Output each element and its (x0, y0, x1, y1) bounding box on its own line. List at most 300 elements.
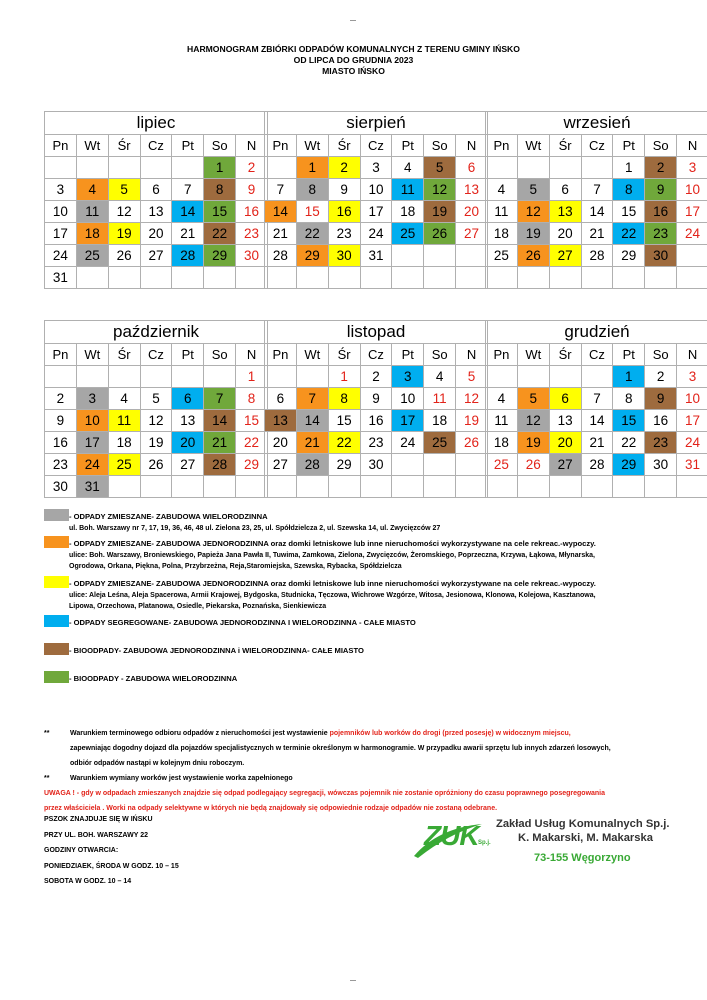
week-row (45, 201, 268, 223)
day-cell: 31 (677, 454, 707, 476)
day-cell: 4 (424, 366, 456, 388)
day-cell: 10 (677, 179, 707, 201)
day-cell: 3 (76, 388, 108, 410)
empty-day-cell (204, 267, 236, 289)
weekday-label: Cz (581, 344, 613, 366)
empty-day-cell (645, 267, 677, 289)
week-row (45, 454, 268, 476)
month-calendar (44, 111, 268, 289)
day-cell: 22 (613, 223, 645, 245)
day-cell: 29 (236, 454, 268, 476)
weekday-label: Pn (45, 135, 77, 157)
warning-line-2: przez właściciela . Worki na odpady selektywne w których nie będą znajdowały się odpowiednie rodzaje odpadów nie zostaną odebrane. (44, 805, 498, 812)
day-cell: 2 (645, 366, 677, 388)
company-logo (400, 814, 700, 874)
note-2-text: Warunkiem wymiany worków jest wystawienie worka zapełnionego (70, 775, 293, 782)
legend-item-blue (44, 615, 416, 629)
empty-day-cell (517, 267, 549, 289)
day-cell: 7 (581, 388, 613, 410)
empty-day-cell (424, 454, 456, 476)
weekday-label: Pn (265, 344, 297, 366)
empty-day-cell (424, 476, 456, 498)
empty-day-cell (549, 267, 581, 289)
day-cell: 27 (172, 454, 204, 476)
empty-day-cell (172, 157, 204, 179)
day-cell: 26 (140, 454, 172, 476)
empty-day-cell (172, 267, 204, 289)
day-cell: 13 (549, 410, 581, 432)
month-name: sierpień (265, 112, 488, 135)
weekday-label: Cz (360, 135, 392, 157)
weekday-header-row (45, 344, 268, 366)
empty-day-cell (392, 245, 424, 267)
week-row (265, 179, 488, 201)
weekday-label: Wt (517, 135, 549, 157)
empty-day-cell (265, 267, 297, 289)
day-cell: 18 (76, 223, 108, 245)
day-cell: 18 (108, 432, 140, 454)
month-name: październik (45, 321, 268, 344)
weekday-label: Pn (486, 344, 518, 366)
day-cell: 19 (456, 410, 488, 432)
day-cell: 9 (236, 179, 268, 201)
day-cell: 25 (486, 245, 518, 267)
day-cell: 14 (265, 201, 297, 223)
day-cell: 20 (265, 432, 297, 454)
empty-day-cell (517, 157, 549, 179)
day-cell: 29 (328, 454, 360, 476)
week-row (265, 267, 488, 289)
week-row (265, 454, 488, 476)
week-row (486, 476, 707, 498)
month-calendar (264, 111, 488, 289)
day-cell: 6 (140, 179, 172, 201)
day-cell: 6 (456, 157, 488, 179)
day-cell: 23 (645, 432, 677, 454)
empty-day-cell (296, 267, 328, 289)
month-calendar (485, 320, 707, 498)
day-cell: 30 (360, 454, 392, 476)
day-cell: 24 (76, 454, 108, 476)
day-cell: 8 (204, 179, 236, 201)
day-cell: 17 (677, 201, 707, 223)
empty-day-cell (140, 476, 172, 498)
day-cell: 31 (360, 245, 392, 267)
day-cell: 28 (204, 454, 236, 476)
empty-day-cell (486, 366, 518, 388)
day-cell: 8 (613, 179, 645, 201)
month-name: listopad (265, 321, 488, 344)
day-cell: 9 (645, 388, 677, 410)
day-cell: 13 (172, 410, 204, 432)
day-cell: 21 (581, 432, 613, 454)
week-row (265, 201, 488, 223)
legend-label: - BIOODPADY- ZABUDOWA JEDNORODZINNA i WIELORODZINNA- CAŁE MIASTO (69, 646, 364, 655)
weekday-label: Pn (265, 135, 297, 157)
week-row (486, 245, 707, 267)
week-row (265, 245, 488, 267)
day-cell: 19 (424, 201, 456, 223)
week-row (486, 454, 707, 476)
day-cell: 12 (517, 201, 549, 223)
day-cell: 5 (140, 388, 172, 410)
day-cell: 10 (677, 388, 707, 410)
day-cell: 23 (45, 454, 77, 476)
day-cell: 18 (392, 201, 424, 223)
day-cell: 4 (486, 388, 518, 410)
day-cell: 3 (677, 157, 707, 179)
day-cell: 2 (236, 157, 268, 179)
note-2-marker: ** (44, 775, 50, 782)
pszok-line-1: PSZOK ZNAJDUJE SIĘ W IŃSKU (44, 816, 153, 823)
day-cell: 22 (236, 432, 268, 454)
weekday-header-row (265, 344, 488, 366)
legend-label: - ODPADY ZMIESZANE- ZABUDOWA JEDNORODZINNA oraz domki letniskowe lub inne nieruchomości wykorzystywane na cele rekreac.-wypoczy. (69, 579, 596, 588)
day-cell: 6 (172, 388, 204, 410)
empty-day-cell (360, 267, 392, 289)
day-cell: 11 (76, 201, 108, 223)
day-cell: 26 (517, 245, 549, 267)
warning-line-1: UWAGA ! - gdy w odpadach zmieszanych znajdzie się odpad podlegający segregacji, wówczas pojemnik nie zostanie opróżniony do czasu poprawnego posegregowania (44, 790, 606, 797)
day-cell: 24 (360, 223, 392, 245)
day-cell: 15 (613, 201, 645, 223)
note-1-line-3: odbiór odpadów nastąpi w kolejnym dniu roboczym. (70, 760, 245, 767)
top-marker (350, 20, 356, 21)
weekday-header-row (45, 135, 268, 157)
day-cell: 29 (204, 245, 236, 267)
empty-day-cell (581, 267, 613, 289)
weekday-label: Pt (613, 135, 645, 157)
weekday-header-row (486, 344, 707, 366)
month-name: wrzesień (486, 112, 707, 135)
empty-day-cell (328, 476, 360, 498)
legend-label: - BIOODPADY - ZABUDOWA WIELORODZINNA (69, 674, 238, 683)
empty-day-cell (581, 476, 613, 498)
week-row (45, 267, 268, 289)
empty-day-cell (204, 476, 236, 498)
legend-swatch (44, 615, 69, 627)
week-row (265, 410, 488, 432)
day-cell: 9 (645, 179, 677, 201)
empty-day-cell (486, 476, 518, 498)
weekday-label: N (677, 135, 707, 157)
week-row (45, 388, 268, 410)
empty-day-cell (581, 157, 613, 179)
company-owners: K. Makarski, M. Makarska (518, 832, 653, 844)
day-cell: 4 (486, 179, 518, 201)
week-row (486, 410, 707, 432)
day-cell: 10 (76, 410, 108, 432)
day-cell: 20 (549, 223, 581, 245)
day-cell: 16 (236, 201, 268, 223)
empty-day-cell (108, 267, 140, 289)
empty-day-cell (265, 366, 297, 388)
week-row (265, 388, 488, 410)
day-cell: 9 (45, 410, 77, 432)
day-cell: 21 (581, 223, 613, 245)
empty-day-cell (108, 366, 140, 388)
day-cell: 10 (360, 179, 392, 201)
weekday-label: Pt (172, 135, 204, 157)
week-row (45, 157, 268, 179)
day-cell: 6 (549, 179, 581, 201)
day-cell: 21 (265, 223, 297, 245)
logo-small: Sp.j. (478, 840, 491, 846)
weekday-label: N (456, 344, 488, 366)
week-row (486, 432, 707, 454)
day-cell: 21 (296, 432, 328, 454)
day-cell: 10 (45, 201, 77, 223)
day-cell: 17 (45, 223, 77, 245)
weekday-label: Cz (140, 135, 172, 157)
weekday-label: Śr (549, 344, 581, 366)
empty-day-cell (486, 267, 518, 289)
notes (44, 726, 674, 816)
weekday-label: Pt (172, 344, 204, 366)
empty-day-cell (677, 245, 707, 267)
empty-day-cell (140, 366, 172, 388)
day-cell: 13 (456, 179, 488, 201)
day-cell: 5 (517, 388, 549, 410)
day-cell: 16 (328, 201, 360, 223)
day-cell: 31 (45, 267, 77, 289)
day-cell: 27 (456, 223, 488, 245)
legend-streets: Lipowa, Orzechowa, Platanowa, Osiedle, Piekarska, Poznańska, Sienkiewicza (69, 603, 327, 610)
day-cell: 4 (392, 157, 424, 179)
legend-swatch (44, 576, 69, 588)
weekday-label: Pt (392, 135, 424, 157)
day-cell: 6 (549, 388, 581, 410)
day-cell: 28 (172, 245, 204, 267)
day-cell: 27 (549, 454, 581, 476)
pszok-line-2: PRZY UL. BOH. WARSZAWY 22 (44, 831, 148, 839)
empty-day-cell (360, 476, 392, 498)
day-cell: 17 (677, 410, 707, 432)
day-cell: 7 (172, 179, 204, 201)
day-cell: 18 (486, 223, 518, 245)
day-cell: 29 (296, 245, 328, 267)
day-cell: 24 (45, 245, 77, 267)
day-cell: 13 (549, 201, 581, 223)
day-cell: 1 (296, 157, 328, 179)
empty-day-cell (677, 267, 707, 289)
weekday-label: Wt (76, 344, 108, 366)
empty-day-cell (76, 366, 108, 388)
day-cell: 24 (392, 432, 424, 454)
day-cell: 25 (76, 245, 108, 267)
note-1-line-2: zapewniając dogodny dojazd dla pojazdów specjalistycznych w terminie określonym w harmonogramie. W przypadku awarii sprzętu lub innych zdarzeń losowych, (70, 745, 611, 752)
weekday-label: Śr (549, 135, 581, 157)
day-cell: 27 (265, 454, 297, 476)
empty-day-cell (204, 366, 236, 388)
day-cell: 2 (45, 388, 77, 410)
weekday-label: Śr (108, 135, 140, 157)
document-header (0, 44, 707, 77)
week-row (45, 366, 268, 388)
week-row (486, 201, 707, 223)
weekday-label: Pn (486, 135, 518, 157)
header-location: MIASTO IŃSKO (322, 66, 385, 76)
day-cell: 5 (517, 179, 549, 201)
month-calendar (485, 111, 707, 289)
week-row (486, 179, 707, 201)
day-cell: 31 (76, 476, 108, 498)
week-row (265, 157, 488, 179)
day-cell: 18 (424, 410, 456, 432)
empty-day-cell (140, 267, 172, 289)
legend-item-gray (44, 509, 689, 534)
day-cell: 10 (392, 388, 424, 410)
day-cell: 8 (328, 388, 360, 410)
day-cell: 25 (108, 454, 140, 476)
week-row (265, 223, 488, 245)
weekday-label: Cz (360, 344, 392, 366)
zuk-logo-icon (408, 820, 491, 854)
day-cell: 30 (236, 245, 268, 267)
weekday-label: N (236, 135, 268, 157)
day-cell: 24 (677, 432, 707, 454)
empty-day-cell (108, 157, 140, 179)
week-row (486, 267, 707, 289)
day-cell: 20 (172, 432, 204, 454)
week-row (45, 432, 268, 454)
weekday-label: Cz (140, 344, 172, 366)
day-cell: 22 (613, 432, 645, 454)
day-cell: 30 (45, 476, 77, 498)
week-row (486, 223, 707, 245)
day-cell: 2 (360, 366, 392, 388)
day-cell: 26 (424, 223, 456, 245)
week-row (486, 366, 707, 388)
day-cell: 15 (328, 410, 360, 432)
day-cell: 18 (486, 432, 518, 454)
day-cell: 30 (328, 245, 360, 267)
header-title: HARMONOGRAM ZBIÓRKI ODPADÓW KOMUNALNYCH Z TERENU GMINY IŃSKO (187, 44, 520, 54)
week-row (265, 366, 488, 388)
day-cell: 28 (581, 454, 613, 476)
day-cell: 3 (360, 157, 392, 179)
day-cell: 6 (265, 388, 297, 410)
legend-streets: Ogrodowa, Orkana, Piękna, Polna, Przybrzeżna, Reja,Staromiejska, Szewska, Rybacka, Spółdzielcza (69, 563, 402, 570)
day-cell: 1 (613, 366, 645, 388)
empty-day-cell (424, 267, 456, 289)
weekday-label: Pn (45, 344, 77, 366)
empty-day-cell (613, 476, 645, 498)
empty-day-cell (549, 366, 581, 388)
weekday-label: Wt (76, 135, 108, 157)
day-cell: 15 (613, 410, 645, 432)
empty-day-cell (613, 267, 645, 289)
day-cell: 16 (360, 410, 392, 432)
day-cell: 25 (424, 432, 456, 454)
day-cell: 11 (486, 201, 518, 223)
weekday-label: So (645, 344, 677, 366)
empty-day-cell (45, 157, 77, 179)
empty-day-cell (76, 157, 108, 179)
note-2 (44, 771, 674, 786)
empty-day-cell (456, 245, 488, 267)
pszok-info (44, 812, 179, 890)
month-calendar (44, 320, 268, 498)
note-1-comma: , (568, 730, 571, 737)
day-cell: 19 (517, 432, 549, 454)
day-cell: 14 (296, 410, 328, 432)
day-cell: 16 (645, 410, 677, 432)
empty-day-cell (456, 476, 488, 498)
day-cell: 17 (392, 410, 424, 432)
day-cell: 28 (581, 245, 613, 267)
day-cell: 27 (549, 245, 581, 267)
legend-item-green (44, 671, 237, 685)
day-cell: 7 (581, 179, 613, 201)
empty-day-cell (296, 366, 328, 388)
day-cell: 22 (328, 432, 360, 454)
week-row (45, 410, 268, 432)
legend-streets: ulice: Boh. Warszawy, Broniewskiego, Papieża Jana Pawła II, Tuwima, Zamkowa, Zielona, Zwycięzców, Żeromskiego, Poprzeczna, Krzywa, Łąkowa, Młynarska, (69, 551, 595, 559)
pszok-line-3: GODZINY OTWARCIA: (44, 847, 119, 854)
legend-swatch (44, 643, 69, 655)
empty-day-cell (140, 157, 172, 179)
weekday-label: N (677, 344, 707, 366)
day-cell: 26 (456, 432, 488, 454)
weekday-header-row (265, 135, 488, 157)
day-cell: 19 (517, 223, 549, 245)
day-cell: 14 (172, 201, 204, 223)
day-cell: 15 (204, 201, 236, 223)
day-cell: 11 (392, 179, 424, 201)
week-row (265, 432, 488, 454)
empty-day-cell (549, 476, 581, 498)
day-cell: 3 (45, 179, 77, 201)
empty-day-cell (236, 267, 268, 289)
week-row (45, 223, 268, 245)
legend-label: - ODPADY ZMIESZANE- ZABUDOWA WIELORODZINNA (69, 512, 268, 521)
empty-day-cell (677, 476, 707, 498)
day-cell: 29 (613, 245, 645, 267)
day-cell: 20 (549, 432, 581, 454)
empty-day-cell (328, 267, 360, 289)
day-cell: 1 (204, 157, 236, 179)
legend-streets: ul. Boh. Warszawy nr 7, 17, 19, 36, 46, 48 ul. Zielona 23, 25, ul. Spółdzielcza 2, ul. Szewska 14, ul. Zwycięzców 27 (69, 524, 441, 532)
day-cell: 8 (236, 388, 268, 410)
weekday-label: Śr (108, 344, 140, 366)
empty-day-cell (486, 157, 518, 179)
weekday-label: So (645, 135, 677, 157)
day-cell: 8 (613, 388, 645, 410)
day-cell: 26 (108, 245, 140, 267)
day-cell: 4 (76, 179, 108, 201)
company-city: 73-155 Węgorzyno (534, 852, 631, 864)
empty-day-cell (581, 366, 613, 388)
day-cell: 12 (140, 410, 172, 432)
note-1 (44, 726, 674, 771)
weekday-label: Wt (517, 344, 549, 366)
day-cell: 23 (360, 432, 392, 454)
weekday-label: Wt (296, 344, 328, 366)
day-cell: 2 (645, 157, 677, 179)
month-calendar (264, 320, 488, 498)
day-cell: 28 (265, 245, 297, 267)
legend-item-brown (44, 643, 364, 657)
day-cell: 30 (645, 245, 677, 267)
day-cell: 11 (108, 410, 140, 432)
weekday-label: Śr (328, 344, 360, 366)
day-cell: 12 (456, 388, 488, 410)
weekday-label: Pt (613, 344, 645, 366)
legend-swatch (44, 509, 69, 521)
day-cell: 3 (392, 366, 424, 388)
pszok-line-4: PONIEDZIAEK, ŚRODA W GODZ. 10 – 15 (44, 862, 179, 870)
